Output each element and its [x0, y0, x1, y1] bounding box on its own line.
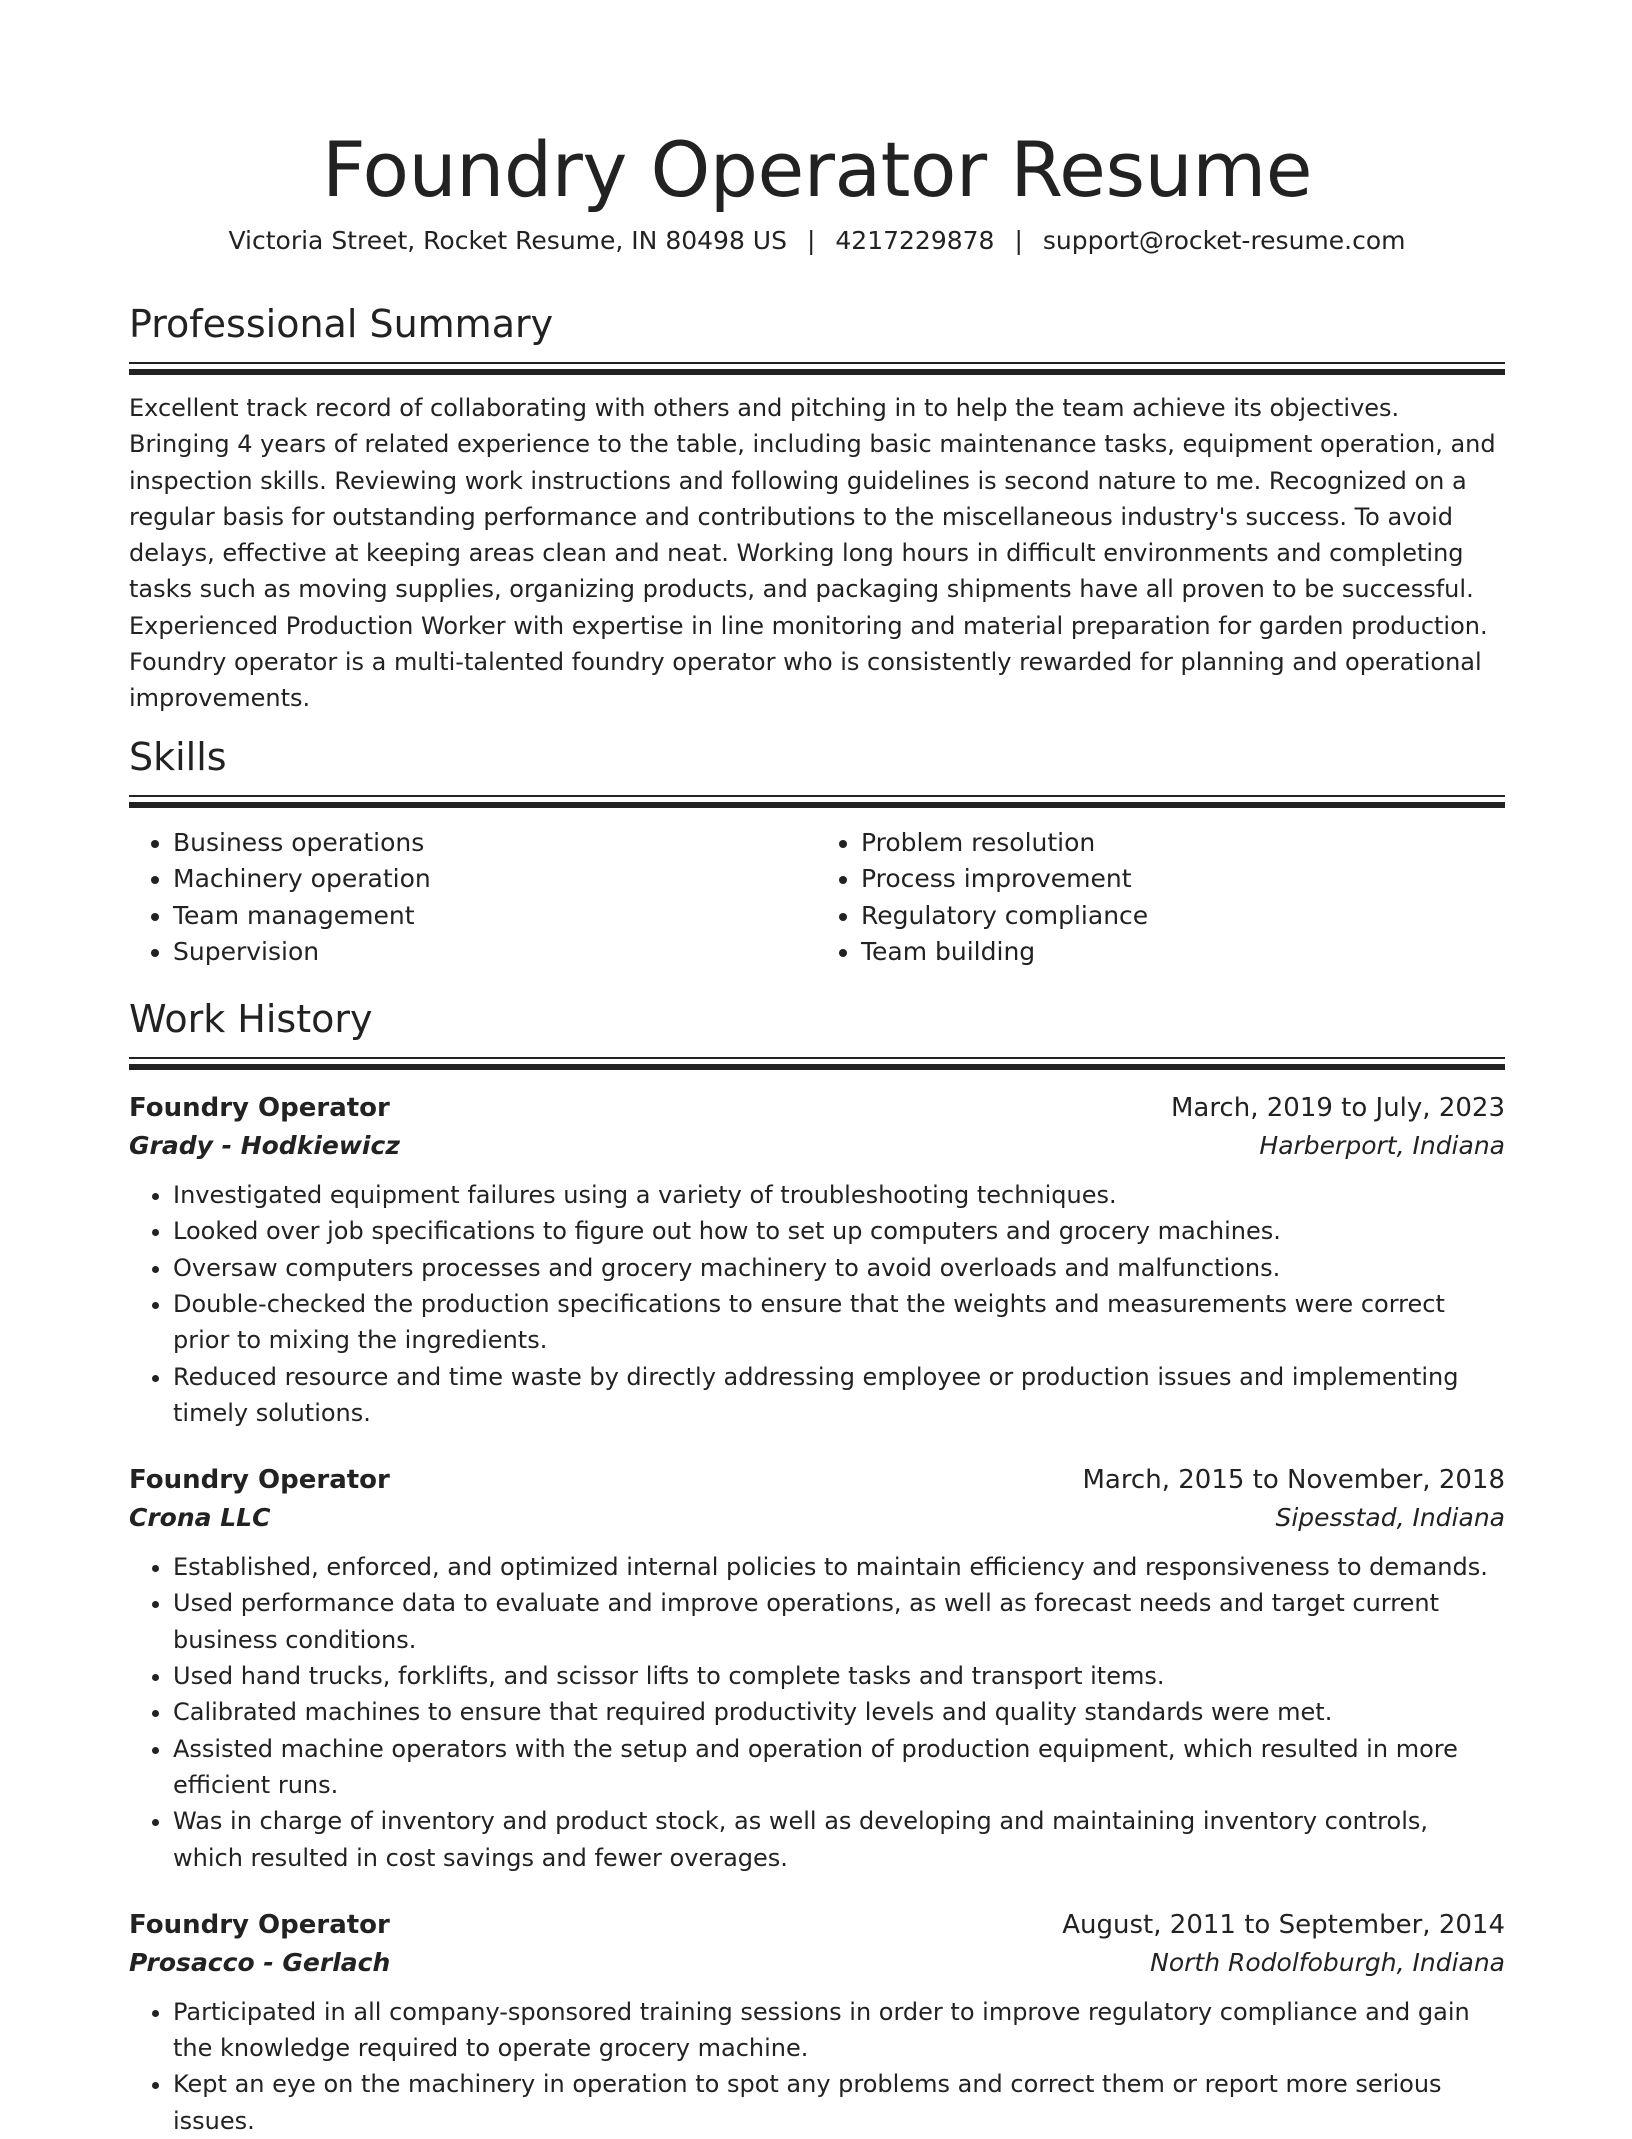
resume-title: Foundry Operator Resume: [321, 125, 1312, 214]
job-bullet: • Double-checked the production specifications to ensure that the weights and measurements were correct prior to mixing the ingredients.: [173, 1286, 1505, 1359]
job-bullet: • Oversaw computers processes and grocery machinery to avoid overloads and malfunctions.: [173, 1250, 1505, 1286]
job-bullet: • Looked over job specifications to figure out how to set up computers and grocery machines.: [173, 1213, 1505, 1249]
job-bullets: [129, 1177, 1505, 1431]
job-header: [129, 1461, 1505, 1499]
job-subheader: [129, 1127, 1505, 1165]
summary-section: [129, 300, 1505, 717]
section-divider: [129, 362, 1505, 376]
job-company: Crona LLC: [129, 1503, 271, 1533]
job-header: [129, 1906, 1505, 1944]
section-title-skills: Skills: [129, 734, 227, 779]
job-subheader: [129, 1944, 1505, 1982]
skills-columns: [129, 825, 1505, 971]
job-bullet: • Used performance data to evaluate and improve operations, as well as forecast needs and target current business conditions.: [173, 1585, 1505, 1658]
contact-email: support@rocket-resume.com: [1042, 226, 1406, 255]
contact-phone: 4217229878: [835, 226, 995, 255]
section-divider: [129, 795, 1505, 809]
job-bullet: • Was in charge of inventory and product stock, as well as developing and maintaining inventory controls, which resulted in cost savings and fewer overages.: [173, 1803, 1505, 1876]
job-bullet: • Used hand trucks, forklifts, and scissor lifts to complete tasks and transport items.: [173, 1658, 1505, 1694]
summary-text: Excellent track record of collaborating with others and pitching in to help the team achieve its objectives. Bringing 4 years of related experience to the table, including basic maintenance tasks, equipment operation, and inspection skills. Reviewing work instructions and following guidelines is second nature to me. Recognized on a regular basis for outstanding performance and contributions to the miscellaneous industry's success. To avoid delays, effective at keeping areas clean and neat. Working long hours in difficult environments and completing tasks such as moving supplies, organizing products, and packaging shipments have all proven to be successful. Experienced Production Worker with expertise in line monitoring and material preparation for garden production. Foundry operator is a multi-talented foundry operator who is consistently rewarded for planning and operational improvements.: [129, 394, 1496, 713]
job-entry: [129, 1089, 1505, 1431]
job-entry: [129, 1461, 1505, 1876]
skill-item: • Machinery operation: [173, 861, 817, 898]
contact-address: Victoria Street, Rocket Resume, IN 80498 US: [228, 226, 787, 255]
job-header: [129, 1089, 1505, 1127]
contact-line: [129, 224, 1505, 258]
job-bullets: [129, 1549, 1505, 1876]
work-section: [129, 995, 1505, 2139]
skill-item: • Regulatory compliance: [861, 898, 1505, 935]
job-dates: August, 2011 to September, 2014: [1062, 1909, 1505, 1940]
job-bullet: • Investigated equipment failures using a variety of troubleshooting techniques.: [173, 1177, 1505, 1213]
job-bullet: • Assisted machine operators with the setup and operation of production equipment, which resulted in more efficient runs.: [173, 1731, 1505, 1804]
resume-page: [129, 0, 1505, 2139]
job-bullet: • Reduced resource and time waste by directly addressing employee or production issues and implementing timely solutions.: [173, 1359, 1505, 1432]
job-bullet: • Participated in all company-sponsored training sessions in order to improve regulatory compliance and gain the knowledge required to operate grocery machine.: [173, 1994, 1505, 2067]
section-divider: [129, 1057, 1505, 1071]
section-title-work: Work History: [129, 997, 373, 1042]
skill-item: • Supervision: [173, 934, 817, 971]
job-bullet: • Kept an eye on the machinery in operation to spot any problems and correct them or report more serious issues.: [173, 2066, 1505, 2139]
skill-item: • Team management: [173, 898, 817, 935]
contact-separator: |: [806, 226, 816, 255]
section-title-summary: Professional Summary: [129, 302, 554, 346]
job-dates: March, 2015 to November, 2018: [1082, 1465, 1505, 1496]
skill-item: • Problem resolution: [861, 825, 1505, 862]
job-title: Foundry Operator: [129, 1465, 390, 1496]
job-location: Harberport, Indiana: [1259, 1131, 1505, 1161]
job-title: Foundry Operator: [129, 1909, 390, 1940]
skill-item: • Business operations: [173, 825, 817, 862]
job-bullets: [129, 1994, 1505, 2139]
skill-item: • Team building: [861, 934, 1505, 971]
job-bullet: • Established, enforced, and optimized internal policies to maintain efficiency and responsiveness to demands.: [173, 1549, 1505, 1585]
job-entry: [129, 1906, 1505, 2139]
job-location: North Rodolfoburgh, Indiana: [1150, 1947, 1505, 1977]
job-subheader: [129, 1499, 1505, 1537]
skills-section: [129, 733, 1505, 971]
skills-list-left: [129, 825, 817, 971]
job-location: Sipesstad, Indiana: [1275, 1503, 1505, 1533]
job-company: Grady - Hodkiewicz: [129, 1131, 400, 1161]
job-title: Foundry Operator: [129, 1093, 390, 1124]
job-bullet: • Calibrated machines to ensure that required productivity levels and quality standards were met.: [173, 1694, 1505, 1730]
contact-separator: |: [1014, 226, 1023, 255]
skill-item: • Process improvement: [861, 861, 1505, 898]
job-dates: March, 2019 to July, 2023: [1170, 1093, 1505, 1124]
job-company: Prosacco - Gerlach: [129, 1947, 391, 1977]
skills-list-right: [817, 825, 1505, 971]
